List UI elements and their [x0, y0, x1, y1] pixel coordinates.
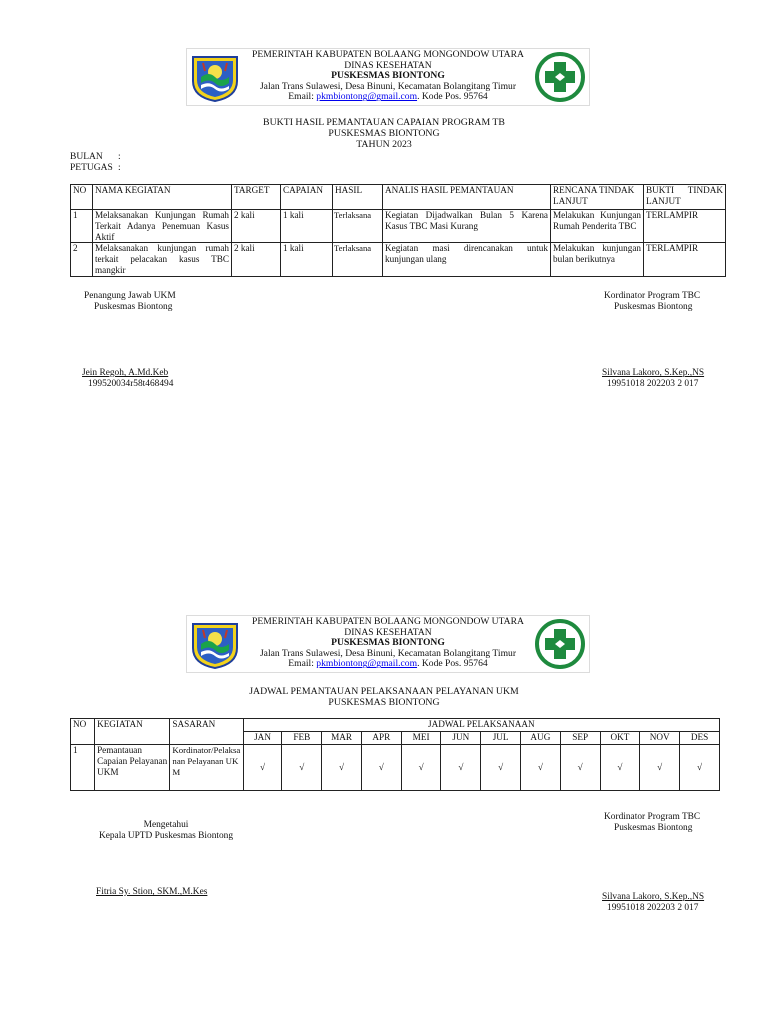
- letterhead-dept: DINAS KESEHATAN: [344, 59, 432, 71]
- signer-left-role: Penangung Jawab UKM: [84, 291, 176, 301]
- row-1-kegiatan: Pemantauan Capaian Pelayanan UKM: [95, 745, 170, 791]
- row-2-target: 2 kali: [232, 243, 281, 277]
- letterhead-contact: [187, 659, 589, 670]
- check-aug: √: [521, 745, 561, 791]
- row-1-rencana: Melakukan Kunjungan Rumah Penderita TBC: [551, 210, 644, 243]
- email-link[interactable]: pkmbiontong@gmail.com: [316, 91, 418, 103]
- row-1-sasaran: Kordinator/Pelaksanan Pelayanan UKM: [170, 745, 243, 791]
- col-header-kegiatan: KEGIATAN: [95, 719, 170, 745]
- approver-name: Fitria Sy. Stion, SKM.,M.Kes: [96, 887, 208, 897]
- col-header-no: NO: [71, 719, 95, 745]
- health-cross-icon: [534, 51, 586, 103]
- month-mar: MAR: [322, 732, 362, 745]
- doc2-title: [0, 686, 768, 708]
- signer-right-org: Puskesmas Biontong: [614, 302, 693, 312]
- table-header-row: [71, 185, 726, 210]
- approver-label: Mengetahui: [143, 820, 189, 830]
- month-okt: OKT: [600, 732, 640, 745]
- approver-role: Kepala UPTD Puskesmas Biontong: [98, 831, 234, 841]
- month-jul: JUL: [481, 732, 521, 745]
- row-2-hasil: Terlaksana: [333, 243, 383, 277]
- row-2-analis: Kegiatan masi direncanakan untuk kunjungan ulang: [383, 243, 551, 277]
- doc2-title-line1: JADWAL PEMANTAUAN PELAKSANAAN PELAYANAN UKM: [249, 686, 519, 697]
- doc2-signature-left: [86, 820, 246, 842]
- check-apr: √: [361, 745, 401, 791]
- petugas-field: [70, 163, 121, 174]
- signer-left-nip: 199520034r58t468494: [88, 379, 174, 389]
- ukm-schedule-table: [70, 718, 720, 791]
- check-sep: √: [560, 745, 600, 791]
- signer-right-role: Kordinator Program TBC: [604, 291, 701, 301]
- bulan-field: [70, 152, 121, 163]
- postal-code: . Kode Pos. 95764: [417, 658, 488, 670]
- row-2-kegiatan: Melaksanakan kunjungan rumah terkait pelacakan kasus TBC mangkir: [93, 243, 232, 277]
- row-1-kegiatan: Melaksanakan Kunjungan Rumah Terkait Adanya Penemuan Kasus Aktif: [93, 210, 232, 243]
- doc1-title-line1: BUKTI HASIL PEMANTAUAN CAPAIAN PROGRAM TB: [263, 117, 505, 128]
- doc1-title-line3: TAHUN 2023: [356, 139, 412, 150]
- signer-right-role: Kordinator Program TBC: [604, 812, 701, 822]
- check-feb: √: [282, 745, 322, 791]
- petugas-separator: :: [118, 163, 121, 173]
- letterhead-address: Jalan Trans Sulawesi, Desa Binuni, Kecamatan Bolangitang Timur: [259, 647, 517, 659]
- check-mar: √: [322, 745, 362, 791]
- signer-left-name: Jein Regoh, A.Md.Keb: [82, 368, 169, 378]
- month-aug: AUG: [521, 732, 561, 745]
- signer-right-nip: 19951018 202203 2 017: [607, 903, 699, 913]
- letterhead-gov: PEMERINTAH KABUPATEN BOLAANG MONGONDOW UTARA: [252, 616, 524, 627]
- month-sep: SEP: [560, 732, 600, 745]
- row-1-bukti: TERLAMPIR: [644, 210, 726, 243]
- doc1-signature-right-name: [602, 368, 704, 390]
- col-header-sasaran: SASARAN: [170, 719, 243, 745]
- doc1-title-line2: PUSKESMAS BIONTONG: [328, 128, 440, 139]
- bulan-separator: :: [118, 152, 121, 162]
- table-row: [71, 745, 720, 791]
- letterhead-org: PUSKESMAS BIONTONG: [331, 637, 445, 649]
- col-header-jadwal: JADWAL PELAKSANAAN: [243, 719, 719, 732]
- col-header-hasil: HASIL: [333, 185, 383, 210]
- col-header-nama-kegiatan: NAMA KEGIATAN: [93, 185, 232, 210]
- health-cross-icon: [534, 618, 586, 670]
- doc2-title-line2: PUSKESMAS BIONTONG: [328, 697, 440, 708]
- check-des: √: [680, 745, 720, 791]
- row-1-no: 1: [71, 210, 93, 243]
- col-header-analis: ANALIS HASIL PEMANTAUAN: [383, 185, 551, 210]
- row-2-no: 2: [71, 243, 93, 277]
- row-1-capaian: 1 kali: [281, 210, 333, 243]
- letterhead-1: [186, 48, 590, 106]
- letterhead-contact: [187, 92, 589, 103]
- month-des: DES: [680, 732, 720, 745]
- letterhead-2: [186, 615, 590, 673]
- check-jan: √: [243, 745, 282, 791]
- doc2-signature-right-name: [602, 892, 704, 914]
- row-1-target: 2 kali: [232, 210, 281, 243]
- signer-right-nip: 19951018 202203 2 017: [607, 379, 699, 389]
- letterhead-address: Jalan Trans Sulawesi, Desa Binuni, Kecamatan Bolangitang Timur: [259, 80, 517, 92]
- row-1-analis: Kegiatan Dijadwalkan Bulan 5 Karena Kasus TBC Masi Kurang: [383, 210, 551, 243]
- signer-right-name: Silvana Lakoro, S.Kep.,NS: [602, 892, 705, 902]
- doc1-signature-left: [84, 291, 176, 313]
- row-1-no: 1: [71, 745, 95, 791]
- bulan-label: BULAN: [70, 152, 103, 162]
- col-header-capaian: CAPAIAN: [281, 185, 333, 210]
- email-prefix: Email:: [288, 658, 317, 670]
- table-row: [71, 243, 726, 277]
- col-header-no: NO: [71, 185, 93, 210]
- signer-left-org: Puskesmas Biontong: [94, 302, 173, 312]
- check-mei: √: [401, 745, 441, 791]
- doc1-title: [0, 117, 768, 150]
- email-prefix: Email:: [288, 91, 317, 103]
- doc2-signature-left-name: [96, 887, 207, 898]
- row-1-hasil: Terlaksana: [333, 210, 383, 243]
- month-jan: JAN: [243, 732, 282, 745]
- petugas-label: PETUGAS: [70, 163, 113, 173]
- tb-monitoring-table: [70, 184, 726, 277]
- col-header-bukti: BUKTI TINDAK LANJUT: [644, 185, 726, 210]
- letterhead-dept: DINAS KESEHATAN: [344, 626, 432, 638]
- doc1-signature-left-name: [82, 368, 173, 390]
- doc1-signature-right: [604, 291, 700, 313]
- table-row: [71, 210, 726, 243]
- check-jun: √: [441, 745, 481, 791]
- check-okt: √: [600, 745, 640, 791]
- month-apr: APR: [361, 732, 401, 745]
- letterhead-org: PUSKESMAS BIONTONG: [331, 70, 445, 82]
- table-header-row: [71, 719, 720, 732]
- row-2-bukti: TERLAMPIR: [644, 243, 726, 277]
- check-jul: √: [481, 745, 521, 791]
- letterhead-gov: PEMERINTAH KABUPATEN BOLAANG MONGONDOW UTARA: [252, 49, 524, 60]
- col-header-target: TARGET: [232, 185, 281, 210]
- row-2-rencana: Melakukan kunjungan bulan berikutnya: [551, 243, 644, 277]
- doc2-signature-right: [604, 812, 700, 834]
- signer-right-name: Silvana Lakoro, S.Kep.,NS: [602, 368, 705, 378]
- check-nov: √: [640, 745, 680, 791]
- month-nov: NOV: [640, 732, 680, 745]
- row-2-capaian: 1 kali: [281, 243, 333, 277]
- month-mei: MEI: [401, 732, 441, 745]
- postal-code: . Kode Pos. 95764: [417, 91, 488, 103]
- signer-right-org: Puskesmas Biontong: [614, 823, 693, 833]
- email-link[interactable]: pkmbiontong@gmail.com: [316, 658, 418, 670]
- month-jun: JUN: [441, 732, 481, 745]
- col-header-rencana: RENCANA TINDAK LANJUT: [551, 185, 644, 210]
- month-feb: FEB: [282, 732, 322, 745]
